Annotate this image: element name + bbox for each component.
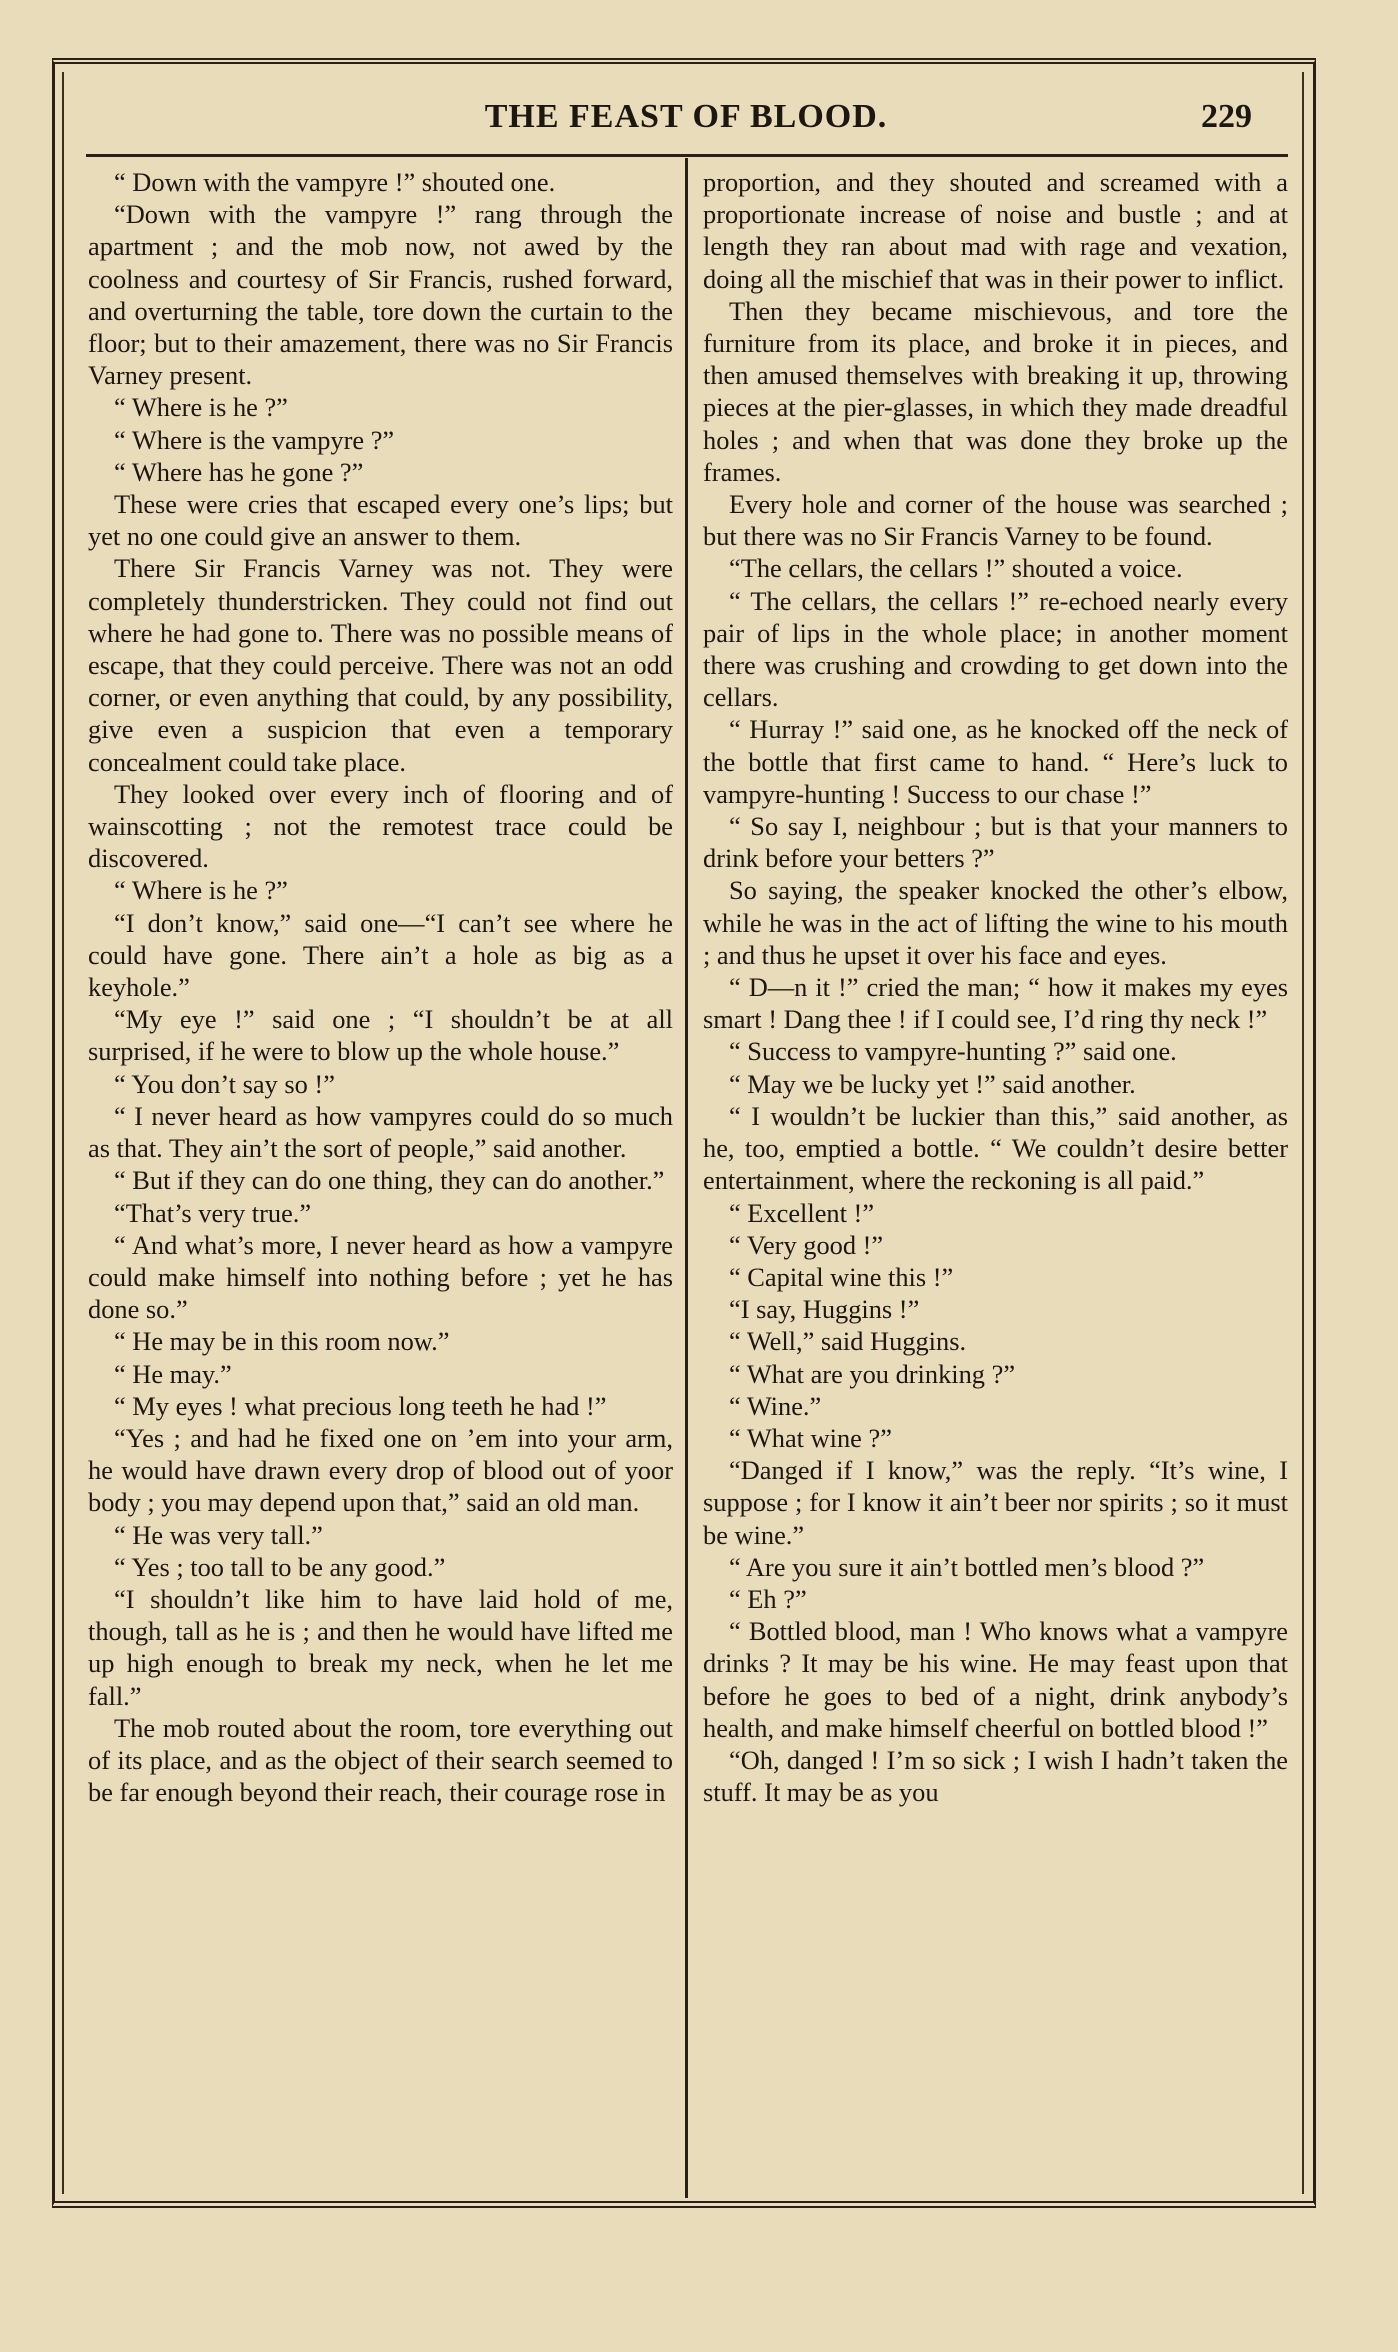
paragraph: “ Where is the vampyre ?” [114,424,395,455]
paragraph: “Oh, danged ! I’m so sick ; I wish I hadn’t taken the stuff. It may be as you [703,1744,1288,1808]
paragraph: “ Eh ?” [729,1583,807,1614]
paragraph: “ I never heard as how vampyres could do so much as that. They ain’t the sort of people,” said another. [88,1100,673,1164]
paragraph: “ Where is he ?” [114,392,288,423]
paragraph: “ He was very tall.” [114,1519,323,1550]
running-header [86,94,1286,154]
paragraph: “Yes ; and had he fixed one on ’em into your arm, he would have drawn every drop of blood out of yoor body ; you may depend upon that,” said an old man. [88,1422,673,1518]
paragraph: “ Very good !” [729,1229,884,1260]
paragraph: “ But if they can do one thing, they can do another.” [114,1165,665,1196]
paragraph: These were cries that escaped every one’s lips; but yet no one could give an answer to them. [88,489,673,552]
running-title: THE FEAST OF BLOOD. [484,98,888,135]
paragraph: “Danged if I know,” was the reply. “It’s wine, I suppose ; for I know it ain’t beer nor spirits ; so it must be wine.” [703,1455,1288,1550]
page-number: 229 [1201,98,1252,135]
right-column [703,166,1288,2206]
paragraph: “ He may.” [114,1358,232,1389]
paragraph: “ Hurray !” said one, as he knocked off the neck of the bottle that first came to hand. “ Here’s luck to vampyre-hunting ! Success to our chase !” [703,714,1288,809]
paragraph: “ Are you sure it ain’t bottled men’s blood ?” [729,1551,1205,1582]
paragraph: “ D—n it !” cried the man; “ how it makes my eyes smart ! Dang thee ! if I could see, I’d ring thy neck !” [703,972,1288,1035]
paragraph: “ Where is he ?” [114,875,288,906]
paragraph: “ What are you drinking ?” [729,1358,1016,1389]
paragraph: “ You don’t say so !” [114,1068,335,1099]
paragraph: “ I wouldn’t be luckier than this,” said another, as he, too, emptied a bottle. “ We couldn’t desire better entertainment, where the reckoning is all paid.” [703,1100,1288,1196]
left-column [88,166,673,2206]
paragraph: “ May we be lucky yet !” said another. [729,1068,1136,1099]
paragraph: “Down with the vampyre !” rang through the apartment ; and the mob now, not awed by the coolness and courtesy of Sir Francis, rushed forward, and overturning the table, tore down the curtain to the floor; but to their amazement, there was no Sir Francis Varney present. [88,199,673,391]
paragraph: “The cellars, the cellars !” shouted a voice. [729,553,1183,584]
paragraph: “ Down with the vampyre !” shouted one. [114,167,556,197]
paragraph: “ Well,” said Huggins. [729,1326,967,1357]
paragraph: “ He may be in this room now.” [114,1326,450,1357]
paragraph: “That’s very true.” [114,1197,312,1228]
paragraph: “ So say I, neighbour ; but is that your manners to drink before your betters ?” [703,811,1288,874]
paragraph: proportion, and they shouted and screamed with a proportionate increase of noise and bustle ; and at length they ran about mad with rage and vexation, doing all the mischief that was in their power to inflict. [703,167,1288,294]
paragraph: So saying, the speaker knocked the other’s elbow, while he was in the act of lifting the wine to his mouth ; and thus he upset it over his face and eyes. [703,875,1288,970]
paragraph: “ Yes ; too tall to be any good.” [114,1551,446,1582]
paragraph: The mob routed about the room, tore everything out of its place, and as the object of their search seemed to be far enough beyond their reach, their courage rose in [88,1712,673,1808]
paragraph: “ And what’s more, I never heard as how a vampyre could make himself into nothing before ; yet he has done so.” [88,1229,673,1325]
paragraph: “ The cellars, the cellars !” re-echoed nearly every pair of lips in the whole place; in another moment there was crushing and crowding to get down into the cellars. [703,585,1288,713]
paragraph: “ What wine ?” [729,1422,892,1453]
paragraph: “ My eyes ! what precious long teeth he had !” [114,1390,607,1421]
paragraph: Every hole and corner of the house was searched ; but there was no Sir Francis Varney to be found. [703,489,1288,552]
paragraph: There Sir Francis Varney was not. They were completely thunderstricken. They could not find out where he had gone to. There was no possible means of escape, that they could perceive. There was not an odd corner, or even anything that could, by any possibility, give even a suspicion that even a temporary concealment could take place. [88,553,673,777]
column-divider [685,158,688,2198]
paragraph: “ Where has he gone ?” [114,456,364,487]
paragraph: “I say, Huggins !” [729,1294,920,1325]
paragraph: “ Success to vampyre-hunting ?” said one. [729,1036,1177,1067]
header-rule [86,154,1288,157]
paragraph: “ Wine.” [729,1390,822,1421]
paragraph: Then they became mischievous, and tore the furniture from its place, and broke it in pieces, and then amused themselves with breaking it up, throwing pieces at the pier-glasses, in which they made dreadful holes ; and when that was done they broke up the frames. [703,295,1288,487]
paragraph: “My eye !” said one ; “I shouldn’t be at all surprised, if he were to blow up the whole house.” [88,1004,673,1067]
paragraph: “I don’t know,” said one—“I can’t see where he could have gone. There ain’t a hole as big as a keyhole.” [88,907,673,1003]
paragraph: “ Bottled blood, man ! Who knows what a vampyre drinks ? It may be his wine. He may feast upon that before he goes to bed of a night, drink anybody’s health, and make himself cheerful on bottled blood !” [703,1616,1288,1743]
paragraph: “ Capital wine this !” [729,1261,954,1292]
paragraph: “ Excellent !” [729,1197,875,1228]
paragraph: “I shouldn’t like him to have laid hold of me, though, tall as he is ; and then he would have lifted me up high enough to break my neck, when he let me fall.” [88,1583,673,1711]
paragraph: They looked over every inch of flooring and of wainscotting ; not the remotest trace could be discovered. [88,778,673,874]
